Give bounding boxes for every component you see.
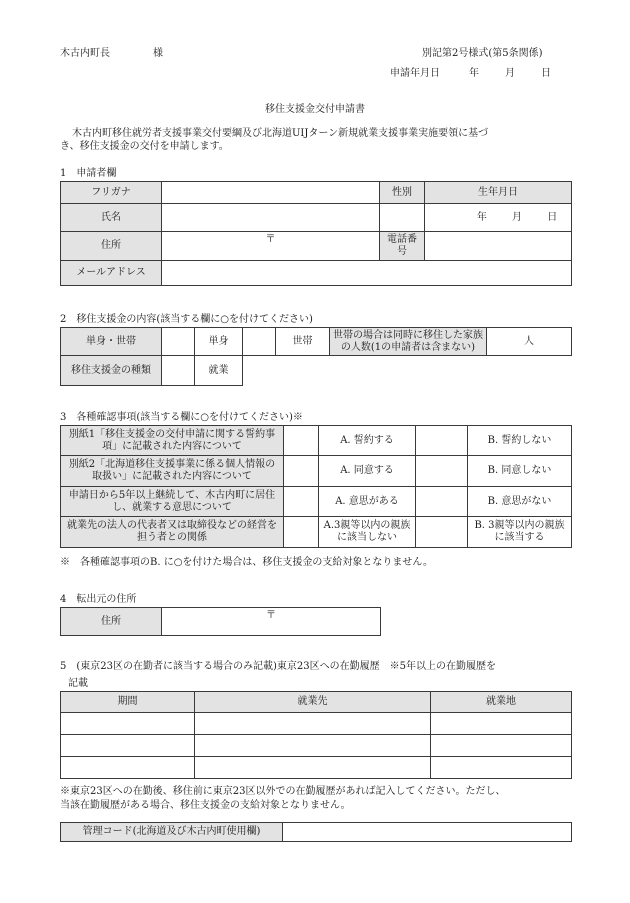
- admin-code-label: 管理コード(北海道及び木古内町使用欄): [61, 823, 283, 842]
- single-label: 単身: [195, 328, 243, 356]
- birth-day: 日: [547, 211, 558, 223]
- intro-line-2: き、移住支援金の交付を申請します。: [60, 141, 229, 152]
- period-field[interactable]: [61, 713, 195, 735]
- option-b-1: B. 誓約しない: [468, 426, 572, 456]
- previous-address-table: [60, 607, 381, 636]
- gender-field[interactable]: [380, 204, 425, 232]
- option-a-2: A. 同意する: [319, 456, 416, 487]
- table-row: [61, 757, 572, 779]
- option-a-4: A.3親等以内の親族に該当しない: [319, 517, 416, 548]
- employer-field[interactable]: [195, 735, 431, 757]
- application-month[interactable]: 月: [505, 68, 515, 79]
- kind-label: 移住支援金の種類: [61, 356, 162, 386]
- gender-label: 性別: [380, 182, 425, 204]
- option-a-3: A. 意思がある: [319, 487, 416, 517]
- document-title: 移住支援金交付申請書: [265, 104, 365, 115]
- email-field[interactable]: [162, 261, 572, 286]
- previous-address-label: 住所: [61, 608, 162, 636]
- confirmation-item-2: 別紙2「北海道移住支援事業に係る個人情報の取扱い」に記載された内容について: [61, 456, 284, 487]
- phone-field[interactable]: [425, 232, 572, 261]
- household-note: 世帯の場合は同時に移住した家族の人数(1の申請者は含まない): [330, 328, 487, 356]
- sama-honorific: 様: [153, 48, 163, 59]
- postal-mark: 〒: [265, 234, 276, 245]
- confirmation-item-4: 就業先の法人の代表者又は取締役などの経営を担う者との関係: [61, 517, 284, 548]
- section5-heading-line-2: 記載: [68, 678, 88, 689]
- application-year[interactable]: 年: [469, 68, 479, 79]
- tokyo-work-history-table: [60, 691, 572, 779]
- admin-code-field[interactable]: [283, 823, 572, 842]
- option-b-check-1[interactable]: [416, 426, 468, 456]
- birth-field[interactable]: [425, 204, 572, 232]
- furigana-field[interactable]: [162, 182, 380, 204]
- option-a-check-1[interactable]: [284, 426, 319, 456]
- applicant-table: [60, 181, 572, 286]
- history-note-line-1: ※東京23区への在勤後、移住前に東京23区以外での在勤履歴があれば記入してください。ただし、: [60, 786, 506, 797]
- section5-heading-line-1: 5 (東京23区の在勤者に該当する場合のみ記載)東京23区への在勤履歴 ※5年以上の在勤履歴を: [60, 661, 496, 672]
- option-b-check-4[interactable]: [416, 517, 468, 548]
- option-b-check-2[interactable]: [416, 456, 468, 487]
- option-b-2: B. 同意しない: [468, 456, 572, 487]
- table-row: [61, 713, 572, 735]
- admin-code-table: [60, 822, 572, 842]
- household-check[interactable]: [243, 328, 276, 356]
- employer-field[interactable]: [195, 757, 431, 779]
- birth-year: 年: [476, 211, 487, 223]
- application-day[interactable]: 日: [541, 68, 551, 79]
- employment-label: 就業: [195, 356, 243, 386]
- section1-heading: 1 申請者欄: [60, 168, 117, 179]
- confirmation-item-1: 別紙1「移住支援金の交付申請に関する誓約事項」に記載された内容について: [61, 426, 284, 456]
- subsidy-content-table: [60, 327, 572, 386]
- workplace-header: 就業地: [431, 692, 572, 713]
- name-field[interactable]: [162, 204, 380, 232]
- option-a-check-3[interactable]: [284, 487, 319, 517]
- period-header: 期間: [61, 692, 195, 713]
- option-b-4: B. 3親等以内の親族に該当する: [468, 517, 572, 548]
- table-row: [61, 735, 572, 757]
- birth-month: 月: [512, 211, 522, 223]
- employer-header: 就業先: [195, 692, 431, 713]
- confirmation-table: [60, 425, 572, 548]
- phone-label: 電話番号: [380, 232, 425, 261]
- period-field[interactable]: [61, 735, 195, 757]
- type-label: 単身・世帯: [61, 328, 162, 356]
- household-label: 世帯: [276, 328, 330, 356]
- confirmation-item-3: 申請日から5年以上継続して、木古内町に居住し、就業する意思について: [61, 487, 284, 517]
- address-field[interactable]: [162, 232, 380, 261]
- option-a-1: A. 誓約する: [319, 426, 416, 456]
- option-a-check-2[interactable]: [284, 456, 319, 487]
- single-check[interactable]: [162, 328, 195, 356]
- confirmation-note: ※ 各種確認事項のB. に○を付けた場合は、移住支援金の支給対象となりません。: [60, 557, 434, 568]
- name-label: 氏名: [61, 204, 162, 232]
- application-date-label: 申請年月日: [390, 68, 440, 79]
- birth-label: 生年月日: [425, 182, 572, 204]
- section2-heading: 2 移住支援金の内容(該当する欄に○を付けてください): [60, 314, 313, 325]
- employer-field[interactable]: [195, 713, 431, 735]
- section4-heading: 4 転出元の住所: [60, 594, 137, 605]
- furigana-label: フリガナ: [61, 182, 162, 204]
- option-b-3: B. 意思がない: [468, 487, 572, 517]
- section3-heading: 3 各種確認事項(該当する欄に○を付けてください)※: [60, 412, 303, 423]
- persons-unit: 人: [524, 335, 534, 347]
- period-field[interactable]: [61, 757, 195, 779]
- workplace-field[interactable]: [431, 735, 572, 757]
- persons-field[interactable]: [487, 328, 572, 356]
- previous-postal-mark: 〒: [266, 610, 276, 621]
- form-number: 別記第2号様式(第5条関係): [422, 48, 543, 59]
- employment-check[interactable]: [162, 356, 195, 386]
- workplace-field[interactable]: [431, 757, 572, 779]
- previous-address-field[interactable]: [162, 608, 381, 636]
- address-label: 住所: [61, 232, 162, 261]
- history-note-line-2: 当該在勤履歴がある場合、移住支援金の支給対象となりません。: [60, 800, 351, 811]
- workplace-field[interactable]: [431, 713, 572, 735]
- option-b-check-3[interactable]: [416, 487, 468, 517]
- addressee: 木古内町長: [60, 48, 110, 59]
- intro-line-1: 木古内町移住就労者支援事業交付要綱及び北海道UIJターン新規就業支援事業実施要領に基づ: [72, 128, 489, 139]
- email-label: メールアドレス: [61, 261, 162, 286]
- option-a-check-4[interactable]: [284, 517, 319, 548]
